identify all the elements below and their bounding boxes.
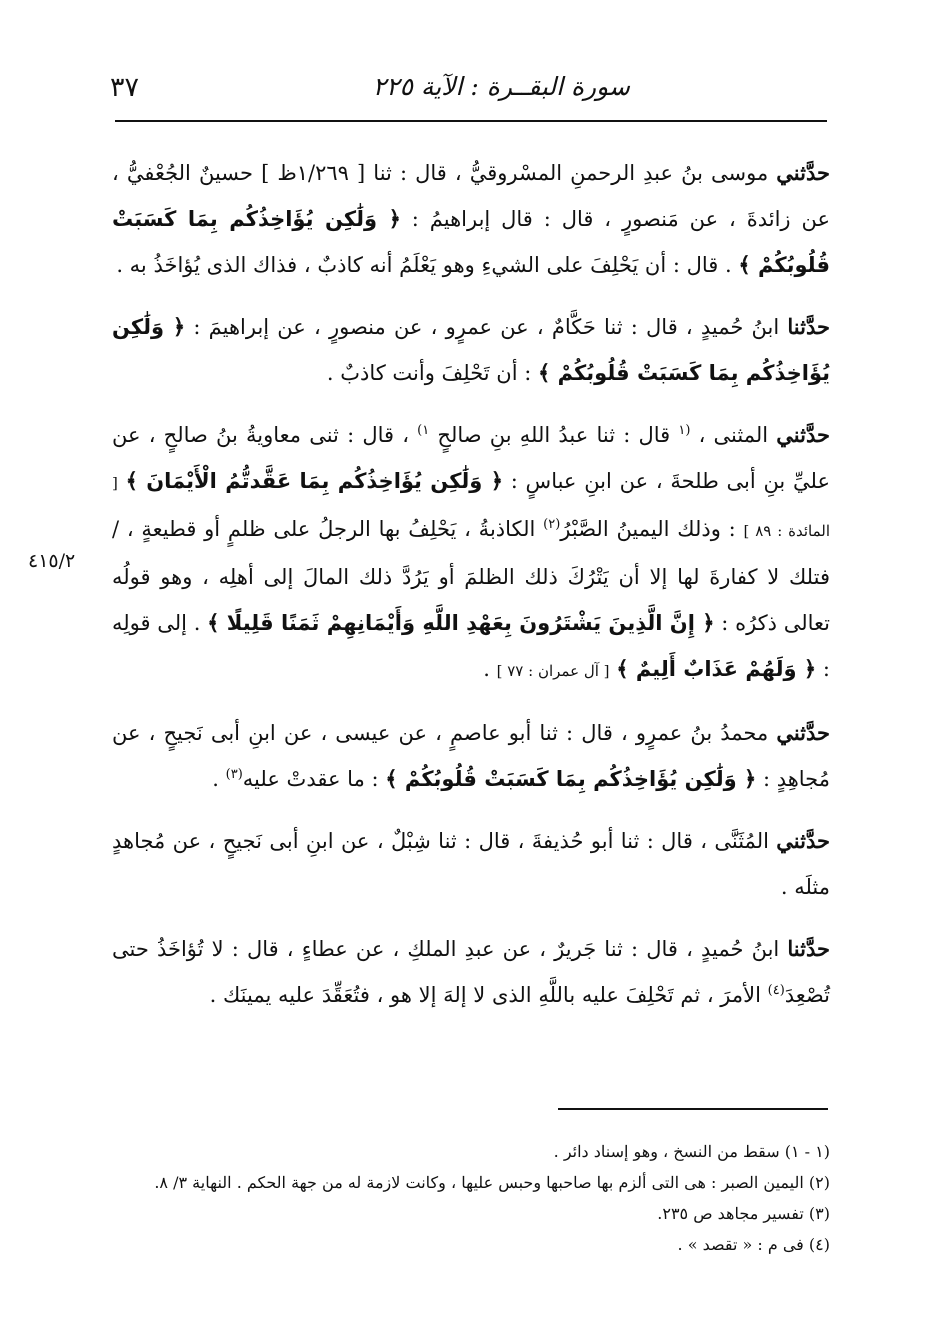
page-number: ٣٧ — [110, 72, 140, 103]
isnad-lead: حدَّثني — [776, 160, 830, 185]
paragraph-text: موسى بنُ عبدِ الرحمنِ المسْروقيُّ ، قال : ثنا [ ١/٢٦٩ظ ] حسينٌ الجُعْفيُّ ، عن زائدةَ ، عن مَنصورٍ ، قال : قال إبراهيمُ : — [112, 161, 830, 231]
paragraph-4 — [112, 710, 830, 802]
quran-quote: ﴿ وَلَٰكِن يُؤَاخِذُكُم بِمَا كَسَبَتْ قُلُوبُكُمْ ﴾ — [385, 767, 757, 791]
isnad-lead: حدَّثنا — [787, 314, 830, 339]
paragraph-text: الأمرَ ، ثم تَحْلِفَ عليه باللَّهِ الذى لا إلهَ إلا هو ، فتُعَقِّدَ عليه يمينَك . — [209, 983, 768, 1007]
paragraph-1 — [112, 150, 830, 288]
paragraph-text: . إلى قولِه : — [112, 611, 830, 681]
paragraph-text: ابنُ حُميدٍ ، قال : ثنا حَكَّامٌ ، عن عمرٍو ، عن منصورٍ ، عن إبراهيمَ : — [185, 315, 788, 339]
header-rule — [115, 120, 827, 122]
isnad-lead: حدَّثني — [776, 828, 830, 853]
isnad-lead: حدَّثنا — [787, 936, 830, 961]
footnotes — [112, 1136, 830, 1260]
paragraph-text: : وذلك اليمينُ الصَّبْرُ — [560, 517, 744, 541]
footnote-marker: ١) — [417, 423, 430, 438]
quran-quote: ﴿ وَلَٰكِن يُؤَاخِذُكُم بِمَا كَسَبَتْ قُلُوبُكُمْ ﴾ — [112, 207, 830, 277]
footnote-marker: (٣) — [225, 767, 243, 782]
paragraph-2 — [112, 304, 830, 396]
quran-quote: ﴿ وَلَهُمْ عَذَابٌ أَلِيمٌ ﴾ — [616, 657, 817, 681]
paragraph-text: محمدُ بنُ عمرٍو ، قال : ثنا أبو عاصمٍ ، عن عيسى ، عن ابنِ أبى نَجيحٍ ، عن مُجاهِدٍ : — [112, 721, 830, 791]
paragraph-tail: . — [483, 657, 497, 681]
paragraph-6 — [112, 926, 830, 1018]
quran-reference: [ آل عمران : ٧٧ ] — [496, 662, 610, 680]
paragraph-text: الكاذبةُ ، يَحْلِفُ بها الرجلُ على ظلمٍ أو قطيعةٍ ، / فتلك لا كفارةَ لها إلا أن يَتْرُكَ ذلك الظلمَ أو يَرُدَّ ذلك المالَ إلى أهلِه ، وهو قولُه تعالى ذكرُه : — [112, 517, 830, 635]
paragraph-text: المثنى ، — [690, 423, 777, 447]
paragraph-text: ، قال : ثنى معاويةُ بنُ صالحٍ ، عن عليِّ بنِ أبى طلحةَ ، عن ابنِ عباسٍ : — [112, 423, 830, 493]
footnote-marker: (١ — [678, 423, 691, 438]
running-title: سورة البقــرة : الآية ٢٢٥ — [372, 72, 630, 101]
footnote: (٤) فى م : « تقصد » . — [677, 1235, 830, 1254]
paragraph-tail: . قال : أن يَحْلِفَ على الشيءِ وهو يَعْلَمُ أنه كاذبٌ ، فذاك الذى يُؤاخَذُ به . — [116, 253, 739, 277]
main-text — [112, 150, 830, 1018]
quran-quote: ﴿ إِنَّ الَّذِينَ يَشْتَرُونَ بِعَهْدِ اللَّهِ وَأَيْمَانِهِمْ ثَمَنًا قَلِيلًا ﴾ — [207, 611, 715, 635]
margin-folio-note: ٤١٥/٢ — [28, 550, 76, 572]
footnote: (٢) اليمين الصبر : هى التى ألزم بها صاحبها وحبس عليها ، وكانت لازمة له من جهة الحكم . النهاية ٣/ ٨. — [154, 1173, 830, 1192]
footnote: (١ - ١) سقط من النسخ ، وهو إسناد دائر . — [553, 1142, 830, 1161]
paragraph-text: المُثَنَّى ، قال : ثنا أبو حُذيفةَ ، قال : ثنا شِبْلٌ ، عن ابنِ أبى نَجيحٍ ، عن مُجاهدٍ مثلَه . — [112, 829, 830, 899]
paragraph-5 — [112, 818, 830, 910]
page-header — [110, 64, 830, 120]
paragraph-tail: : أن تَحْلِفَ وأنت كاذبٌ . — [326, 361, 538, 385]
paragraph-tail: : ما عقدتْ عليه — [242, 767, 386, 791]
footnote-rule — [558, 1108, 828, 1110]
paragraph-3 — [112, 412, 830, 694]
isnad-lead: حدَّثني — [776, 422, 830, 447]
quran-reference: [ المائدة : ٨٩ ] — [112, 474, 831, 540]
paragraph-text: ابنُ حُميدٍ ، قال : ثنا جَريرٌ ، عن عبدِ الملكِ ، عن عطاءٍ ، قال : لا تُؤاخَذُ حتى تُصْعِدَ — [112, 937, 830, 1007]
quran-quote: ﴿ وَلَٰكِن يُؤَاخِذُكُم بِمَا كَسَبَتْ قُلُوبُكُمْ ﴾ — [112, 315, 830, 385]
paragraph-text: قال : ثنا عبدُ اللهِ بنِ صالحٍ — [429, 423, 679, 447]
paragraph-end: . — [212, 767, 226, 791]
footnote-marker: (٢) — [543, 517, 561, 532]
footnote-marker: (٤) — [767, 983, 785, 998]
isnad-lead: حدَّثني — [776, 720, 831, 745]
footnote: (٣) تفسير مجاهد ص ٢٣٥. — [657, 1204, 830, 1223]
quran-quote: ﴿ وَلَٰكِن يُؤَاخِذُكُم بِمَا عَقَّدتُّمُ الْأَيْمَانَ ﴾ — [125, 469, 504, 493]
